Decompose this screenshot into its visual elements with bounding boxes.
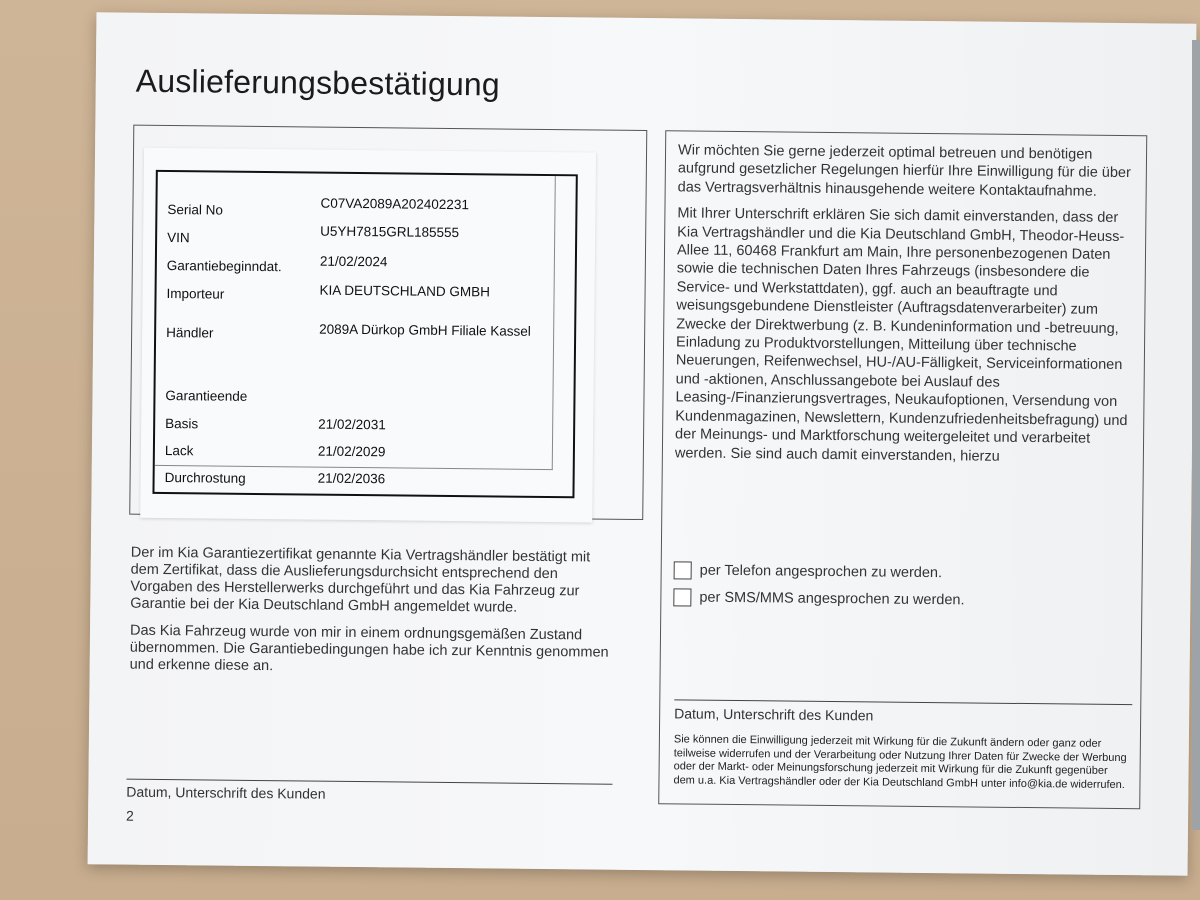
confirmation-paragraph-1: Der im Kia Garantiezertifikat genannte Kia Vertragshändler bestätigt mit dem Zertifikat, dass die Auslieferungsdurchsicht entsprechend den Vorgaben des Herstellerwerks durchgeführt und das Kia Fahrzeug zur Garantie bei der Kia Deutschland GmbH angemeldet wurde. [130,544,591,616]
option-phone-label: per Telefon angesprochen zu werden. [699,562,943,582]
value-dealer: 2089A Dürkop GmbH Filiale Kassel [319,321,531,339]
option-sms-label: per SMS/MMS angesprochen zu werden. [699,589,965,609]
consent-paragraph-2: Mit Ihrer Unterschrift erklären Sie sich damit einverstanden, dass der Kia Vertragshändler und die Kia Deutschland GmbH, Theodor-Heuss-Allee 11, 60468 Frankfurt am Main, Ihre personenbezogenen Daten sowie die technischen Daten Ihres Fahrzeugs (insbesondere die Service- und Werkstattdaten), ggf. auch an beauftragte und weisungsgebundene Dienstleister (Auftragsdatenverarbeiter) zum Zwecke der Direktwerbung (z. B. Kundeninformation und -betreuung, Einladung zu Produktvorstellungen, Mitteilung über technische Neuerungen, Reifenwechsel, HU-/AU-Fälligkeit, Serviceinformationen und -aktionen, Anschlussangebote bei Auslauf des Leasing-/Finanzierungsvertrages, Neukaufoptionen, Versendung von Kundenmagazinen, Newslettern, Kundenzufriedenheitsbefragung) und der Meinungs- und Marktforschung weitergeleitet und verarbeitet werden. Sie sind auch damit einverstanden, hierzu [674,205,1128,465]
consent-paragraph-1: Wir möchten Sie gerne jederzeit optimal betreuen und benötigen aufgrund gesetzlicher Regelungen hierfür Ihre Einwilligung für die über das Vertragsverhältnis hinausgehende weitere Kontaktaufnahme. [677,142,1131,200]
page-title: Auslieferungsbestätigung [135,62,501,103]
certificate-sticker [140,148,596,523]
option-phone[interactable] [674,561,943,582]
confirmation-paragraph-2: Das Kia Fahrzeug wurde von mir in einem ordnungsgemäßen Zustand übernommen. Die Garantiebedingungen habe ich zur Kenntnis genommen und erkenne diese an. [129,622,609,675]
certificate-table [152,170,577,498]
label-importer: Importeur [166,286,225,302]
label-warranty-start: Garantiebeginndat. [166,258,282,275]
sms-checkbox[interactable] [673,588,691,606]
confirmation-text [129,545,618,689]
value-basis: 21/02/2031 [318,416,386,433]
booklet-page [88,12,1197,875]
label-paint: Lack [164,443,194,459]
label-serial-no: Serial No [167,202,224,218]
value-rust: 21/02/2036 [317,470,386,487]
certificate-frame [129,125,647,520]
value-importer: KIA DEUTSCHLAND GMBH [319,282,490,300]
consent-frame [658,130,1147,809]
value-paint: 21/02/2029 [317,443,386,460]
label-dealer: Händler [166,325,214,341]
label-vin: VIN [167,230,190,246]
revocation-notice: Sie können die Einwilligung jederzeit mit Wirkung für die Zukunft ändern oder ganz oder teilweise widerrufen und der Verarbeitung oder Nutzung Ihrer Daten für Zwecke der Werbung oder der Markt- oder Meinungsforschung jederzeit mit Wirkung für die Zukunft gegenüber dem u.a. Kia Vertragshändler oder der Kia Deutschland GmbH unter info@kia.de widerrufen. [673,733,1127,791]
signature-line-right [674,699,1132,705]
signature-label-left: Datum, Unterschrift des Kunden [126,783,326,802]
phone-checkbox[interactable] [674,561,692,579]
booklet-edge [1192,40,1200,830]
consent-text [675,141,1138,475]
value-vin: U5YH7815GRL185555 [320,223,460,241]
value-serial-no: C07VA2089A202402231 [320,195,469,213]
label-warranty-end: Garantieende [165,388,248,404]
label-basis: Basis [165,416,199,432]
signature-label-right: Datum, Unterschrift des Kunden [674,705,874,724]
label-rust: Durchrostung [164,470,246,486]
option-sms[interactable] [673,588,964,609]
value-warranty-start: 21/02/2024 [319,253,388,270]
page-number: 2 [125,807,134,824]
